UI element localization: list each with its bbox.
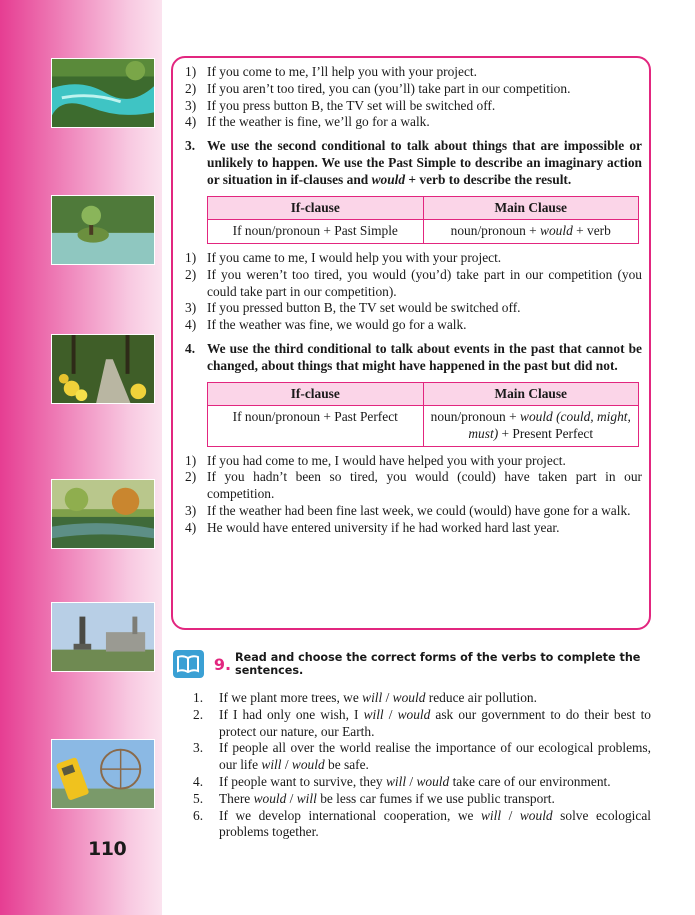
option-word[interactable]: will — [261, 757, 282, 773]
dosimeter-photo — [51, 739, 155, 809]
book-icon — [173, 650, 204, 678]
list-item: 5. There would / will be less car fumes if we use public transport. — [193, 790, 555, 806]
table-cell: noun/pronoun + would + verb — [423, 220, 639, 244]
table-cell: noun/pronoun + would (could, might, must) + Present Perfect — [423, 405, 639, 446]
chernobyl-monument-photo — [51, 602, 155, 672]
list-item: 3) If you pressed button B, the TV set would be switched off. — [185, 300, 521, 316]
third-conditional-table — [207, 382, 639, 447]
list-item: 1) If you came to me, I would help you with your project. — [185, 249, 502, 265]
list-item: 4) He would have entered university if he had worked hard last year. — [185, 519, 560, 535]
table-header: If-clause — [208, 197, 424, 220]
list-item: 4) If the weather is fine, we’ll go for a walk. — [185, 114, 430, 130]
option-word[interactable]: would — [392, 690, 426, 705]
list-item: 4) If the weather was fine, we would go for a walk. — [185, 317, 467, 333]
list-item: 2) If you weren’t too tired, you would (you’d) take part in our competition (you could take part in our competition). — [185, 266, 642, 299]
option-word[interactable]: will — [363, 706, 384, 722]
third-conditional-list — [185, 453, 642, 537]
table-header: Main Clause — [423, 382, 639, 405]
grammar-content — [185, 64, 642, 537]
second-conditional-list — [185, 250, 642, 334]
table-cell: If noun/pronoun + Past Simple — [208, 220, 424, 244]
option-word[interactable]: will — [480, 807, 502, 823]
list-item: 4. If people want to survive, they will / would take care of our environment. — [193, 773, 611, 789]
rule-second-conditional: 3. We use the second conditional to talk about things that are impossible or unlikely to happen. We use the Past Simple to describe an imaginary action or situation in if-clauses and would + verb to describe the result. — [185, 138, 642, 188]
list-item: 2) If you aren’t too tired, you can (you’ll) take part in our competition. — [185, 80, 571, 96]
option-word[interactable]: would — [253, 790, 287, 806]
river-photo — [51, 479, 155, 549]
option-word[interactable]: would — [519, 807, 553, 823]
list-item: 2) If you hadn’t been so tired, you would (could) have taken part in our competition. — [185, 469, 642, 502]
option-word[interactable]: would — [291, 757, 325, 773]
forest-lake-photo — [51, 195, 155, 265]
list-item: 3) If the weather had been fine last week, we could (would) have gone for a walk. — [185, 502, 631, 518]
exercise-number: 9. — [213, 654, 232, 674]
exercise-instruction: Read and choose the correct forms of the verbs to complete the sentences. — [235, 651, 641, 677]
list-item: 1) If you come to me, I’ll help you with your project. — [185, 64, 477, 79]
page-number: 110 — [88, 838, 127, 860]
lake-photo — [51, 58, 155, 128]
list-item: 3. If people all over the world realise the importance of our ecological problems, our life will / would be safe. — [193, 740, 651, 773]
second-conditional-table — [207, 196, 639, 244]
option-word[interactable]: will — [385, 773, 407, 789]
list-item: 6. If we develop international cooperation, we will / would solve ecological problems together. — [193, 807, 651, 840]
first-conditional-list — [185, 64, 642, 131]
list-item: 1) If you had come to me, I would have helped you with your project. — [185, 452, 566, 468]
flower-path-photo — [51, 334, 155, 404]
list-item: 3) If you press button B, the TV set will be switched off. — [185, 97, 496, 113]
option-word[interactable]: will — [296, 790, 317, 806]
option-word[interactable]: would — [397, 706, 431, 722]
list-item: 2. If I had only one wish, I will / would ask our government to do their best to protect our nature, our Earth. — [193, 706, 651, 739]
option-word[interactable]: will — [362, 690, 383, 705]
list-item: 1. If we plant more trees, we will / would reduce air pollution. — [193, 690, 537, 705]
rule-third-conditional: 4. We use the third conditional to talk about events in the past that cannot be changed, about things that might have happened in the past but did not. — [185, 340, 642, 373]
table-header: Main Clause — [423, 197, 639, 220]
exercise-9-list — [193, 690, 651, 841]
exercise-9-header — [173, 650, 695, 678]
option-word[interactable]: would — [416, 773, 450, 789]
table-header: If-clause — [208, 382, 424, 405]
table-cell: If noun/pronoun + Past Perfect — [208, 405, 424, 446]
